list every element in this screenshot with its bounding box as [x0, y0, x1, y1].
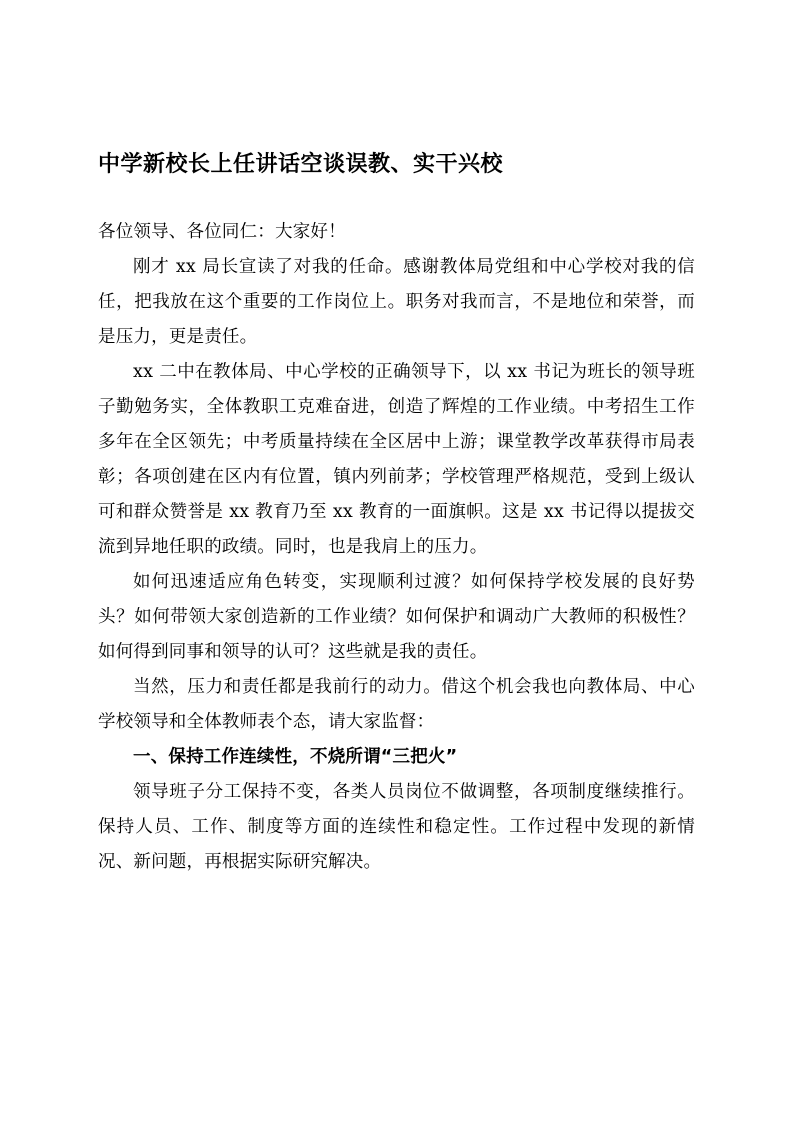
paragraph-continuity: 领导班子分工保持不变，各类人员岗位不做调整，各项制度继续推行。保持人员、工作、制度等方面的连续性和稳定性。工作过程中发现的新情况、新问题，再根据实际研究解决。 [98, 781, 695, 872]
page-title: 中学新校长上任讲话空谈误教、实干兴校 [98, 152, 504, 177]
paragraph-greeting: 各位领导、各位同仁：大家好！ [98, 221, 346, 242]
paragraph-questions: 如何迅速适应角色转变，实现顺利过渡？如何保持学校发展的良好势头？如何带领大家创造新的工作业绩？如何保护和调动广大教师的积极性？如何得到同事和领导的认可？这些就是我的责任。 [98, 571, 695, 662]
paragraph-statement: 当然，压力和责任都是我前行的动力。借这个机会我也向教体局、中心学校领导和全体教师表个态，请大家监督： [98, 676, 695, 732]
paragraph-appointment: 刚才 xx 局长宣读了对我的任命。感谢教体局党组和中心学校对我的信任，把我放在这个重要的工作岗位上。职务对我而言，不是地位和荣誉，而是压力，更是责任。 [98, 256, 695, 347]
section-heading-one: 一、保持工作连续性，不烧所谓“三把火” [133, 746, 458, 767]
paragraph-achievements: xx 二中在教体局、中心学校的正确领导下，以 xx 书记为班长的领导班子勤勉务实，全体教职工克难奋进，创造了辉煌的工作业绩。中考招生工作多年在全区领先；中考质量持续在全区居中上游；课堂教学改革获得市局表彰；各项创建在区内有位置，镇内列前茅；学校管理严格规范，受到上级认可和群众赞誉是 xx 教育乃至 xx 教育的一面旗帜。这是 xx 书记得以提拔交流到异地任职的政绩。同时，也是我肩上的压力。 [98, 361, 695, 557]
